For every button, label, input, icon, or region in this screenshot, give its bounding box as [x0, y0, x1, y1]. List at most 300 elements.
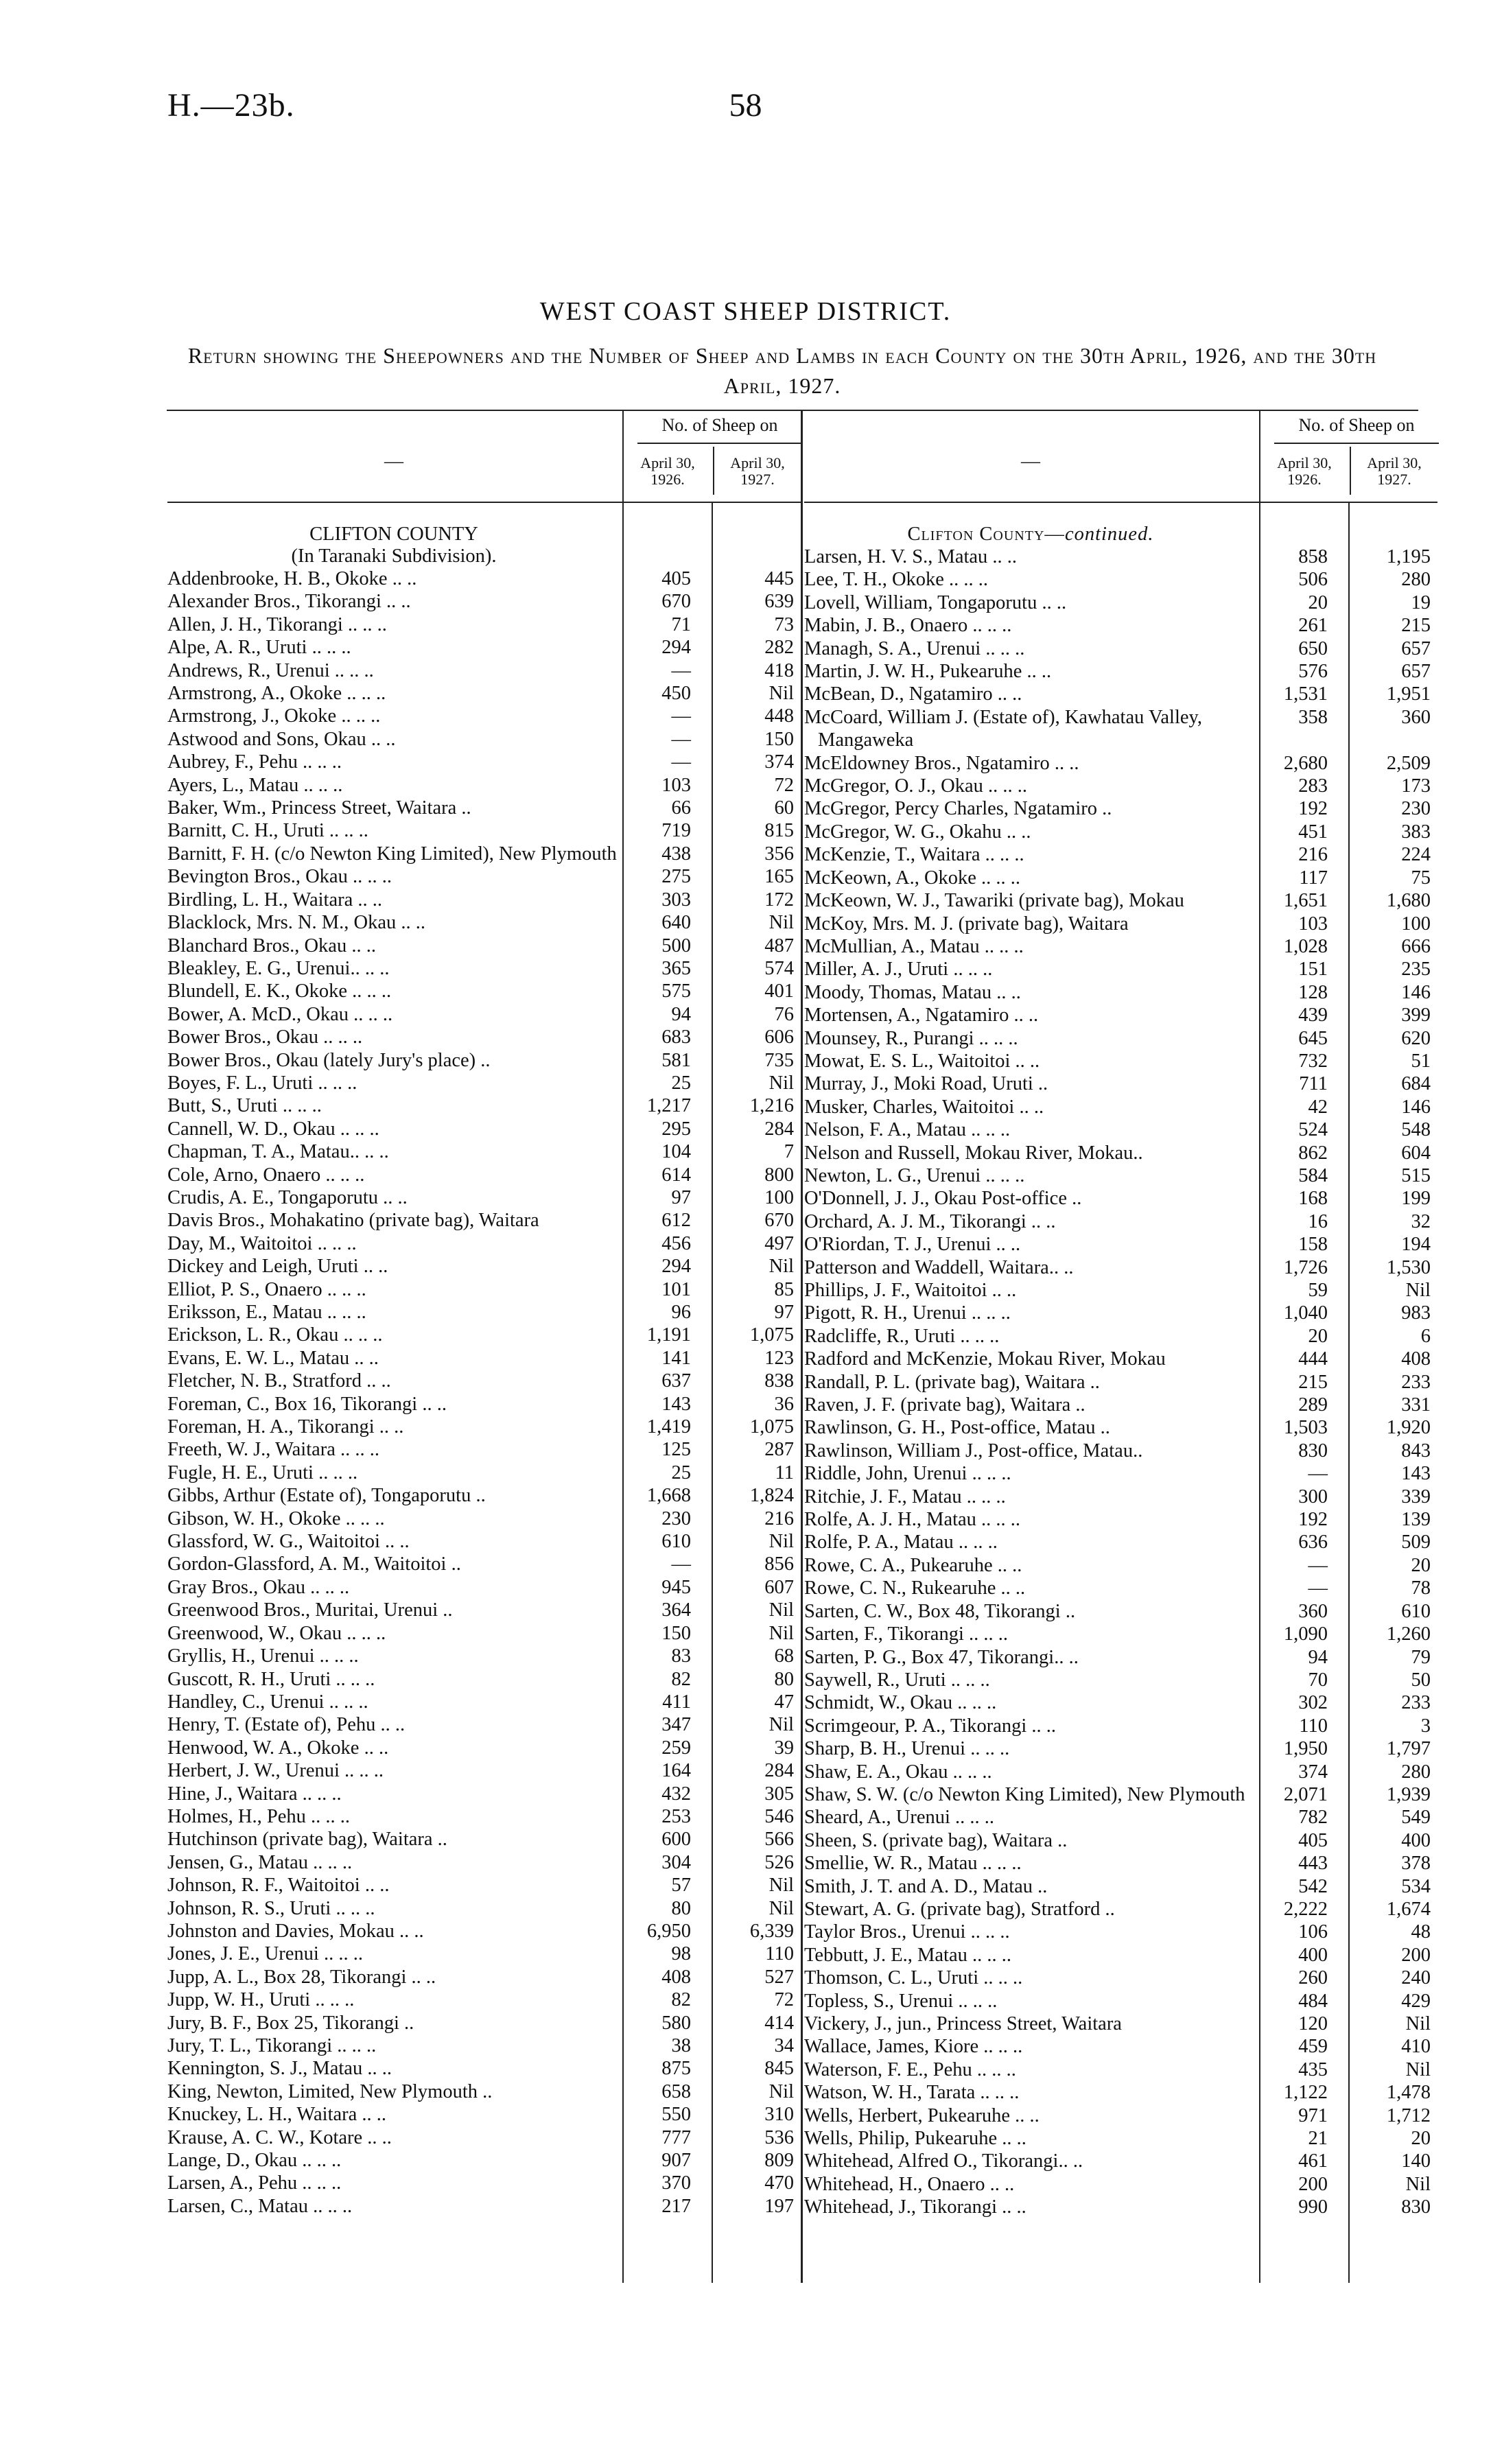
sheep-1926-value: 216 [1298, 844, 1328, 866]
sheep-1927-value: 68 [774, 1645, 794, 1667]
sheep-1926-value: 59 [1308, 1280, 1328, 1301]
sheepowner-name: Jones, J. E., Urenui .. .. .. [167, 1943, 363, 1965]
sheep-1926-value: — [671, 751, 691, 773]
sheep-1927-value: 240 [1401, 1967, 1431, 1989]
sheepowner-name: McCoard, William J. (Estate of), Kawhatau Valley, Mangaweka [804, 706, 1203, 751]
sheep-1926-value: 21 [1308, 2128, 1328, 2150]
sheep-1927-value: 356 [764, 843, 794, 865]
sheep-1927-value: 1,797 [1386, 1738, 1431, 1760]
sheep-1927-value: 78 [1411, 1577, 1431, 1599]
sheepowner-name: Whitehead, Alfred O., Tikorangi.. .. [804, 2150, 1083, 2172]
column-divider [801, 410, 803, 2283]
sheep-1926-value: 275 [661, 866, 691, 888]
sheepowner-name: Cole, Arno, Onaero .. .. .. [167, 1164, 365, 1186]
sheepowner-name: Larsen, H. V. S., Matau .. .. [804, 546, 1018, 567]
sheepowner-name: Newton, L. G., Urenui .. .. .. [804, 1164, 1025, 1186]
table-row [167, 682, 801, 705]
sheepowner-name: Gibson, W. H., Okoke .. .. .. [167, 1507, 385, 1529]
table-row [804, 1761, 1437, 1783]
sheep-1927-value: 838 [764, 1370, 794, 1392]
sheep-1926-value: 719 [661, 820, 691, 842]
sheep-1926-value: 2,071 [1283, 1783, 1328, 1805]
sheepowner-name: Watson, W. H., Tarata .. .. .. [804, 2082, 1020, 2104]
page-number: 58 [729, 87, 762, 124]
sheepowner-name: Larsen, A., Pehu .. .. .. [167, 2172, 342, 2194]
sheep-1927-value: 360 [1401, 706, 1431, 728]
sheep-1926-value: 1,217 [646, 1095, 691, 1117]
sheep-1926-value: 302 [1298, 1692, 1328, 1714]
sheepowner-name: McKeown, W. J., Tawariki (private bag), Mokau [804, 890, 1184, 912]
sheepowner-name: Hutchinson (private bag), Waitara .. [167, 1829, 447, 1851]
table-row [804, 637, 1437, 660]
table-row [804, 2081, 1437, 2104]
sheep-1926-value: — [1308, 1577, 1328, 1599]
sheepowner-name: Orchard, A. J. M., Tikorangi .. .. [804, 1210, 1056, 1232]
sheep-1926-value: 151 [1298, 959, 1328, 981]
table-row [167, 1164, 801, 1186]
table-row [804, 2173, 1437, 2196]
table-row [804, 2058, 1437, 2081]
table-row [804, 1944, 1437, 1967]
county-heading: CLIFTON COUNTY [309, 524, 478, 545]
sheep-1927-value: 150 [764, 728, 794, 750]
table-row [804, 1669, 1437, 1691]
sheepowner-name: McMullian, A., Matau .. .. .. [804, 935, 1024, 957]
sheep-1927-value: 76 [774, 1003, 794, 1025]
sheep-1926-value: 484 [1298, 1990, 1328, 2012]
left-table-header [167, 410, 801, 503]
sheep-1927-value: 574 [764, 957, 794, 979]
sheep-1927-value: 800 [764, 1164, 794, 1186]
sheepowner-name: Rolfe, P. A., Matau .. .. .. [804, 1532, 998, 1553]
sheep-1926-value: 94 [671, 1003, 691, 1025]
sheepowner-name: Raven, J. F. (private bag), Waitara .. [804, 1394, 1085, 1416]
sheepowner-name: Wells, Herbert, Pukearuhe .. .. [804, 2104, 1040, 2126]
sheepowner-name: Glassford, W. G., Waitoitoi .. .. [167, 1531, 410, 1553]
sheep-1927-value: 235 [1401, 959, 1431, 981]
sheep-1927-value: 815 [764, 820, 794, 842]
table-row [167, 1209, 801, 1232]
sheep-1927-value: 72 [774, 1989, 794, 2011]
sheep-1927-value: 280 [1401, 1761, 1431, 1783]
sheep-1927-value: 526 [764, 1851, 794, 1873]
sheep-1927-value: 139 [1401, 1509, 1431, 1531]
sheep-1927-value: 51 [1411, 1050, 1431, 1072]
sheep-1926-value: 459 [1298, 2036, 1328, 2058]
table-row [804, 843, 1437, 866]
sheep-1926-value: 1,028 [1283, 935, 1328, 957]
table-row [167, 1026, 801, 1048]
sheepowner-name: Jupp, W. H., Uruti .. .. .. [167, 1989, 355, 2011]
table-row [804, 2127, 1437, 2150]
sheep-1927-value: 983 [1401, 1302, 1431, 1324]
sheep-1926-value: 38 [671, 2035, 691, 2056]
sheep-1926-value: 411 [662, 1691, 691, 1713]
table-row [167, 889, 801, 911]
sheepowner-name: Davis Bros., Mohakatino (private bag), Waitara [167, 1210, 539, 1232]
table-row [167, 2195, 801, 2218]
sheep-1926-value: 636 [1298, 1532, 1328, 1553]
sheep-1927-value: 331 [1401, 1394, 1431, 1416]
sheep-1926-value: 192 [1298, 798, 1328, 820]
sheep-1927-value: 1,260 [1386, 1623, 1431, 1645]
table-row [804, 1256, 1437, 1279]
county-subheading: (In Taranaki Subdivision). [291, 545, 497, 567]
sheepowner-name: Kennington, S. J., Matau .. .. [167, 2058, 392, 2080]
sheepowner-name: Rawlinson, G. H., Post-office, Matau .. [804, 1417, 1110, 1439]
sheep-1926-value: 70 [1308, 1669, 1328, 1691]
sheepowner-name: Murray, J., Moki Road, Uruti .. [804, 1073, 1048, 1095]
sheep-1926-value: 637 [661, 1370, 691, 1392]
sheep-1927-value: 172 [764, 889, 794, 911]
table-row [804, 1806, 1437, 1829]
sheep-1926-value: 215 [1298, 1371, 1328, 1393]
sheepowner-name: Smith, J. T. and A. D., Matau .. [804, 1875, 1048, 1897]
table-row [804, 683, 1437, 705]
sheepowner-name: Allen, J. H., Tikorangi .. .. .. [167, 613, 387, 635]
table-row [804, 2035, 1437, 2058]
sheep-1927-value: 448 [764, 705, 794, 727]
sheep-1927-value: Nil [768, 1714, 794, 1736]
table-row [167, 1301, 801, 1324]
sheep-1927-value: 287 [764, 1439, 794, 1461]
sheep-1927-value: 509 [1401, 1532, 1431, 1553]
sheep-1926-value: 253 [661, 1805, 691, 1827]
sheep-1927-value: 401 [764, 981, 794, 1002]
sheepowner-name: Sarten, P. G., Box 47, Tikorangi.. .. [804, 1646, 1079, 1668]
sheep-1926-value: 438 [661, 843, 691, 865]
sheepowner-name: Bower, A. McD., Okau .. .. .. [167, 1003, 393, 1025]
table-row [804, 1233, 1437, 1256]
sheepowner-name: Waterson, F. E., Pehu .. .. .. [804, 2058, 1016, 2080]
table-row [167, 1851, 801, 1874]
sheep-1926-value: 658 [661, 2080, 691, 2102]
right-rows [804, 545, 1437, 2219]
table-row [804, 1990, 1437, 2013]
sheep-1926-value: 94 [1308, 1646, 1328, 1668]
sheepowner-name: Sarten, C. W., Box 48, Tikorangi .. [804, 1600, 1076, 1622]
sheep-1926-value: 217 [661, 2195, 691, 2217]
sheepowner-name: Shaw, E. A., Okau .. .. .. [804, 1761, 992, 1783]
sheepowner-name: McKoy, Mrs. M. J. (private bag), Waitara [804, 913, 1129, 935]
sheep-1926-value: 110 [1299, 1715, 1328, 1737]
table-row [804, 1027, 1437, 1050]
table-row [167, 2057, 801, 2080]
table-row [804, 1416, 1437, 1439]
sheep-1927-value: 146 [1401, 981, 1431, 1003]
sheep-1926-value: 711 [1299, 1073, 1328, 1095]
sheepowner-name: Thomson, C. L., Uruti .. .. .. [804, 1967, 1023, 1989]
sheepowner-name: Jury, T. L., Tikorangi .. .. .. [167, 2035, 377, 2056]
sheep-1927-value: 1,075 [749, 1324, 794, 1346]
sheep-1926-value: 1,651 [1283, 890, 1328, 912]
sheepowner-name: Mabin, J. B., Onaero .. .. .. [804, 615, 1012, 637]
sheepowner-name: Hine, J., Waitara .. .. .. [167, 1783, 342, 1805]
sheepowner-name: Gordon-Glassford, A. M., Waitoitoi .. [167, 1553, 461, 1575]
sheep-1927-value: 374 [764, 751, 794, 773]
sheep-1926-value: 83 [671, 1645, 691, 1667]
sheep-1926-value: — [671, 705, 691, 727]
sheepowner-name: Alexander Bros., Tikorangi .. .. [167, 591, 411, 613]
table-row [167, 1347, 801, 1370]
sheep-1926-value: 120 [1298, 2013, 1328, 2034]
sheepowner-name: Holmes, H., Pehu .. .. .. [167, 1805, 350, 1827]
continued-label: continued. [1064, 524, 1154, 545]
sheepowner-name: Nelson, F. A., Matau .. .. .. [804, 1119, 1011, 1141]
sheep-1926-value: 294 [661, 637, 691, 659]
sheep-1927-value: 305 [764, 1783, 794, 1805]
sheep-1927-value: 527 [764, 1966, 794, 1988]
sheep-1927-value: 19 [1411, 591, 1431, 613]
table-row [167, 1370, 801, 1392]
sheep-1926-value: 542 [1298, 1875, 1328, 1897]
table-row [804, 1050, 1437, 1072]
sheep-1927-value: 843 [1401, 1440, 1431, 1462]
sheepowner-name: McKenzie, T., Waitara .. .. .. [804, 844, 1024, 866]
table-row [167, 1576, 801, 1599]
sheep-1926-value: 1,122 [1283, 2082, 1328, 2104]
sheep-1926-value: 1,668 [646, 1485, 691, 1507]
sheepowner-name: Armstrong, J., Okoke .. .. .. [167, 705, 381, 727]
sheepowner-name: Scrimgeour, P. A., Tikorangi .. .. [804, 1715, 1057, 1737]
right-table-body [804, 503, 1437, 2219]
sheepowner-name: Lange, D., Okau .. .. .. [167, 2150, 342, 2172]
table-row [804, 821, 1437, 843]
left-rows [167, 567, 801, 2218]
sheep-1927-value: 408 [1401, 1348, 1431, 1370]
sheep-1926-value: 614 [661, 1164, 691, 1186]
table-row [804, 1737, 1437, 1760]
sheepowner-name: Mowat, E. S. L., Waitoitoi .. .. [804, 1050, 1040, 1072]
sheepowner-name: Day, M., Waitoitoi .. .. .. [167, 1232, 357, 1254]
sheep-1926-value: 450 [661, 683, 691, 705]
sheep-1926-value: 524 [1298, 1119, 1328, 1141]
sheepowner-name: Wallace, James, Kiore .. .. .. [804, 2036, 1023, 2058]
sheepowner-name: Johnson, R. F., Waitoitoi .. .. [167, 1875, 390, 1897]
sheep-1927-value: 684 [1401, 1073, 1431, 1095]
table-row [804, 1164, 1437, 1187]
sheep-1927-value: 85 [774, 1278, 794, 1300]
sheepowner-name: Mortensen, A., Ngatamiro .. .. [804, 1005, 1039, 1026]
sheep-1926-value: 645 [1298, 1027, 1328, 1049]
sheep-1927-value: 418 [764, 659, 794, 681]
sheepowner-name: Rawlinson, William J., Post-office, Matau.. [804, 1440, 1143, 1462]
table-row [804, 1440, 1437, 1462]
table-row [804, 1829, 1437, 1852]
table-row [804, 568, 1437, 591]
sheep-1927-value: Nil [768, 683, 794, 705]
sheep-1927-value: Nil [768, 1622, 794, 1644]
page-subtitle: Return showing the Sheepowners and the Number of Sheep and Lambs in each County on the 30th April, 1926, and the 30th April, 1927. [187, 343, 1377, 398]
sheep-1926-value: 97 [671, 1186, 691, 1208]
sheep-1926-value: 432 [661, 1783, 691, 1805]
sheep-1926-value: 66 [671, 797, 691, 819]
table-row [167, 865, 801, 888]
sheep-1926-value: 125 [661, 1439, 691, 1461]
sheep-1926-value: 374 [1298, 1761, 1328, 1783]
sheep-1927-value: 73 [774, 613, 794, 635]
table-row [804, 1577, 1437, 1599]
sheep-1926-value: 550 [661, 2104, 691, 2126]
sheep-1926-value: 300 [1298, 1486, 1328, 1507]
table-row [167, 1645, 801, 1667]
table-row [804, 1302, 1437, 1324]
table-row [804, 2013, 1437, 2035]
col-1927-header: April 30, 1927. [713, 447, 801, 495]
sheepowner-name: Butt, S., Uruti .. .. .. [167, 1095, 322, 1117]
sheep-1927-value: Nil [768, 1897, 794, 1919]
sheepowner-name: Lee, T. H., Okoke .. .. .. [804, 569, 989, 591]
sheep-1927-value: 97 [774, 1302, 794, 1323]
table-row [167, 2080, 801, 2103]
sheep-1927-value: 100 [764, 1186, 794, 1208]
sheepowner-name: McKeown, A., Okoke .. .. .. [804, 867, 1021, 889]
table-row [167, 911, 801, 934]
sheep-1926-value: 42 [1308, 1096, 1328, 1118]
sheep-1926-value: — [1308, 1463, 1328, 1485]
sheep-1927-value: 429 [1401, 1990, 1431, 2012]
table-row [167, 957, 801, 980]
table-row [804, 1210, 1437, 1233]
sheep-1927-value: Nil [768, 1875, 794, 1897]
table-row [167, 980, 801, 1002]
sheepowner-name: Armstrong, A., Okoke .. .. .. [167, 683, 386, 705]
sheepowner-name: Jury, B. F., Box 25, Tikorangi .. [167, 2012, 414, 2034]
sheep-1926-value: 82 [671, 1668, 691, 1690]
sheep-1926-value: 82 [671, 1989, 691, 2011]
table-row [804, 1462, 1437, 1485]
sheep-1927-value: 809 [764, 2150, 794, 2172]
sheepowner-name: Stewart, A. G. (private bag), Stratford .. [804, 1898, 1115, 1920]
sheepowner-name: Mounsey, R., Purangi .. .. .. [804, 1027, 1018, 1049]
table-row [804, 1646, 1437, 1669]
sheep-1926-value: 16 [1308, 1210, 1328, 1232]
sheep-1926-value: 295 [661, 1118, 691, 1140]
sheep-1926-value: 347 [661, 1714, 691, 1736]
table-row [804, 660, 1437, 683]
sheep-1927-value: 1,195 [1386, 546, 1431, 567]
sheep-1926-value: 1,503 [1283, 1417, 1328, 1439]
sheep-1927-value: 666 [1401, 935, 1431, 957]
sheep-1926-value: — [671, 659, 691, 681]
sheep-1927-value: 282 [764, 637, 794, 659]
sheep-1927-value: 1,216 [749, 1095, 794, 1117]
sheep-1926-value: — [671, 1553, 691, 1575]
sheep-1927-value: 383 [1401, 821, 1431, 843]
sheepowner-name: Blundell, E. K., Okoke .. .. .. [167, 981, 392, 1002]
sheepowner-name: Birdling, L. H., Waitara .. .. [167, 889, 382, 911]
sheep-1927-value: 11 [775, 1462, 794, 1483]
table-row [804, 1600, 1437, 1623]
table-row [167, 1783, 801, 1805]
sheepowner-name: Managh, S. A., Urenui .. .. .. [804, 637, 1025, 659]
left-table-body [167, 503, 801, 2218]
sheep-1926-value: 400 [1298, 1944, 1328, 1966]
sheep-1927-value: 487 [764, 935, 794, 957]
table-row [167, 1805, 801, 1828]
sheepowner-name: Henwood, W. A., Okoke .. .. [167, 1737, 389, 1759]
sheep-1927-value: 497 [764, 1232, 794, 1254]
sheepowner-name: Johnston and Davies, Mokau .. .. [167, 1920, 424, 1942]
sheep-1926-value: 364 [661, 1599, 691, 1621]
sheep-1926-value: 289 [1298, 1394, 1328, 1416]
table-row [804, 775, 1437, 797]
sheepowner-name: Addenbrooke, H. B., Okoke .. .. [167, 568, 417, 589]
sheepowner-name: Andrews, R., Urenui .. .. .. [167, 659, 374, 681]
sheep-1927-value: 378 [1401, 1853, 1431, 1875]
sheep-1927-value: 39 [774, 1737, 794, 1759]
table-row [804, 591, 1437, 614]
sheepowner-name: O'Riordan, T. J., Urenui .. .. [804, 1234, 1021, 1256]
sheepowner-name: Greenwood Bros., Muritai, Urenui .. [167, 1599, 453, 1621]
sheep-1927-value: 36 [774, 1393, 794, 1415]
sheep-1926-value: 584 [1298, 1164, 1328, 1186]
sheepowner-name: Astwood and Sons, Okau .. .. [167, 728, 396, 750]
sheepowner-name: O'Donnell, J. J., Okau Post-office .. [804, 1188, 1082, 1210]
sheep-1927-value: 606 [764, 1026, 794, 1048]
sheepowner-name: McGregor, W. G., Okahu .. .. [804, 821, 1031, 843]
sheepowner-name: Dickey and Leigh, Uruti .. .. [167, 1256, 388, 1278]
sheep-1927-value: 75 [1411, 867, 1431, 889]
table-row [167, 728, 801, 751]
sheep-1926-value: 259 [661, 1737, 691, 1759]
sheep-1926-value: 500 [661, 935, 691, 957]
sheepowner-name: Elliot, P. S., Onaero .. .. .. [167, 1278, 366, 1300]
sheepowner-name: Baker, Wm., Princess Street, Waitara .. [167, 797, 471, 819]
sheep-1926-value: 117 [1299, 867, 1328, 889]
sheep-1927-value: 60 [774, 797, 794, 819]
sheepowner-name: King, Newton, Limited, New Plymouth .. [167, 2080, 493, 2102]
sheep-1926-value: 358 [1298, 706, 1328, 728]
sheep-count-header [1259, 410, 1439, 502]
sheep-1926-value: 20 [1308, 591, 1328, 613]
sheepowner-name: Alpe, A. R., Uruti .. .. .. [167, 637, 351, 659]
sheep-1927-value: 72 [774, 774, 794, 796]
sheepowner-name: Jupp, A. L., Box 28, Tikorangi .. .. [167, 1966, 436, 1988]
sheep-1926-value: 150 [661, 1622, 691, 1644]
sheepowner-name: Barnitt, C. H., Uruti .. .. .. [167, 820, 368, 842]
county-name: Clifton County— [907, 524, 1065, 545]
sheep-1927-value: 6,339 [749, 1920, 794, 1942]
sheepowner-name: Whitehead, H., Onaero .. .. [804, 2173, 1015, 2195]
sheep-1926-value: — [671, 728, 691, 750]
table-row [167, 705, 801, 727]
sheep-1926-value: 782 [1298, 1807, 1328, 1829]
table-row [167, 659, 801, 682]
table-row [167, 774, 801, 797]
sheep-1927-value: 534 [1401, 1875, 1431, 1897]
sheepowner-name: Saywell, R., Uruti .. .. .. [804, 1669, 990, 1691]
sheep-1926-value: 408 [661, 1966, 691, 1988]
sheep-1926-value: 260 [1298, 1967, 1328, 1989]
sheep-1927-value: 546 [764, 1805, 794, 1827]
sheep-1927-value: 639 [764, 591, 794, 613]
sheepowner-name: Taylor Bros., Urenui .. .. .. [804, 1921, 1010, 1943]
table-row [167, 843, 801, 865]
table-row [167, 2126, 801, 2149]
sheep-1926-value: 104 [661, 1141, 691, 1163]
sheep-1926-value: 200 [1298, 2173, 1328, 2195]
sheep-1926-value: — [1308, 1554, 1328, 1576]
sheepowner-name: Bevington Bros., Okau .. .. .. [167, 866, 392, 888]
table-row [804, 1004, 1437, 1026]
sheepowner-name: Rowe, C. N., Rukearuhe .. .. [804, 1577, 1026, 1599]
table-row [167, 2034, 801, 2057]
sheep-1926-value: 98 [671, 1943, 691, 1965]
sheep-1926-value: 640 [661, 912, 691, 934]
sheep-1927-value: 1,712 [1386, 2104, 1431, 2126]
sheep-1927-value: 3 [1420, 1715, 1431, 1737]
